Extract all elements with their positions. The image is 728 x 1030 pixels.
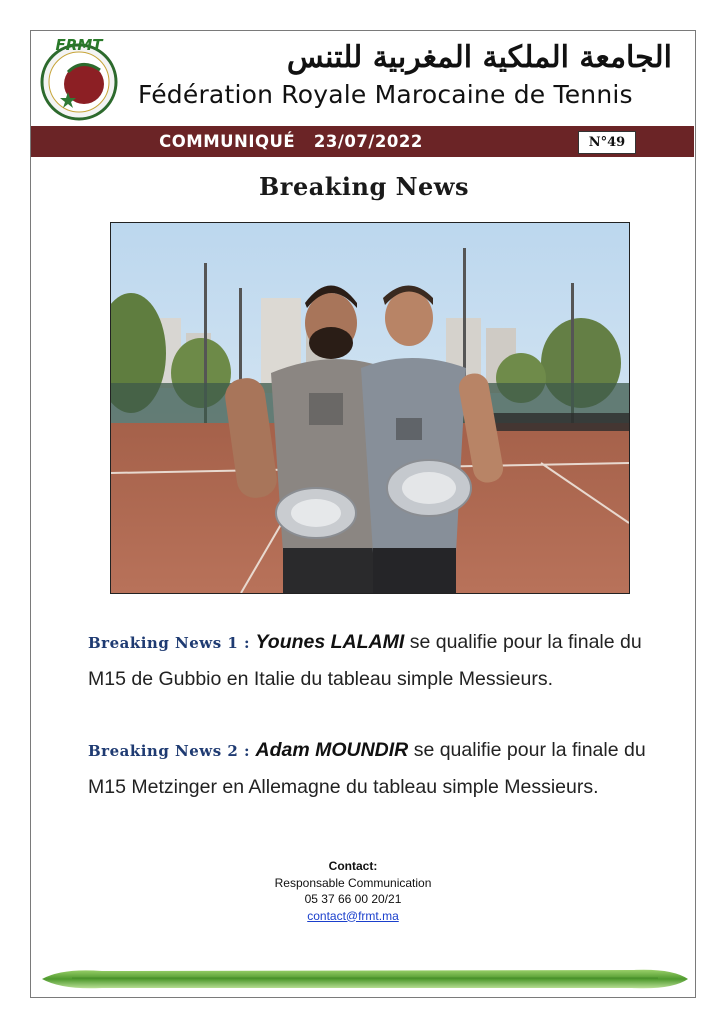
player-name: Adam MOUNDIR [255,739,409,761]
player-name: Younes LALAMI [255,631,405,653]
communique-number: N°49 [578,131,636,154]
news-item-1 [88,624,668,697]
news-label: Breaking News 2 : [88,742,251,760]
contact-email-link[interactable]: contact@frmt.ma [307,908,399,923]
federation-title: Fédération Royale Marocaine de Tennis [138,80,633,109]
contact-block [0,858,706,924]
news-text: se qualifie pour la finale du M15 de Gubbio en Italie du tableau simple Messieurs. [88,631,642,690]
contact-role: Responsable Communication [274,875,432,890]
news-text: se qualifie pour la finale du M15 Metzinger en Allemagne du tableau simple Messieurs. [88,739,646,798]
players-photo [110,222,630,594]
frmt-logo [38,36,120,122]
communique-date: COMMUNIQUÉ 23/07/2022 [159,132,423,151]
contact-phone: 05 37 66 00 20/21 [304,892,402,906]
arabic-title: الجامعة الملكية المغربية للتنس [286,40,672,75]
headline: Breaking News [259,172,469,201]
news-label: Breaking News 1 : [88,634,251,652]
grass-footer-decoration [42,966,688,992]
news-item-2 [88,732,668,805]
svg-text:FRMT: FRMT [55,36,103,54]
contact-title: Contact: [328,859,378,873]
